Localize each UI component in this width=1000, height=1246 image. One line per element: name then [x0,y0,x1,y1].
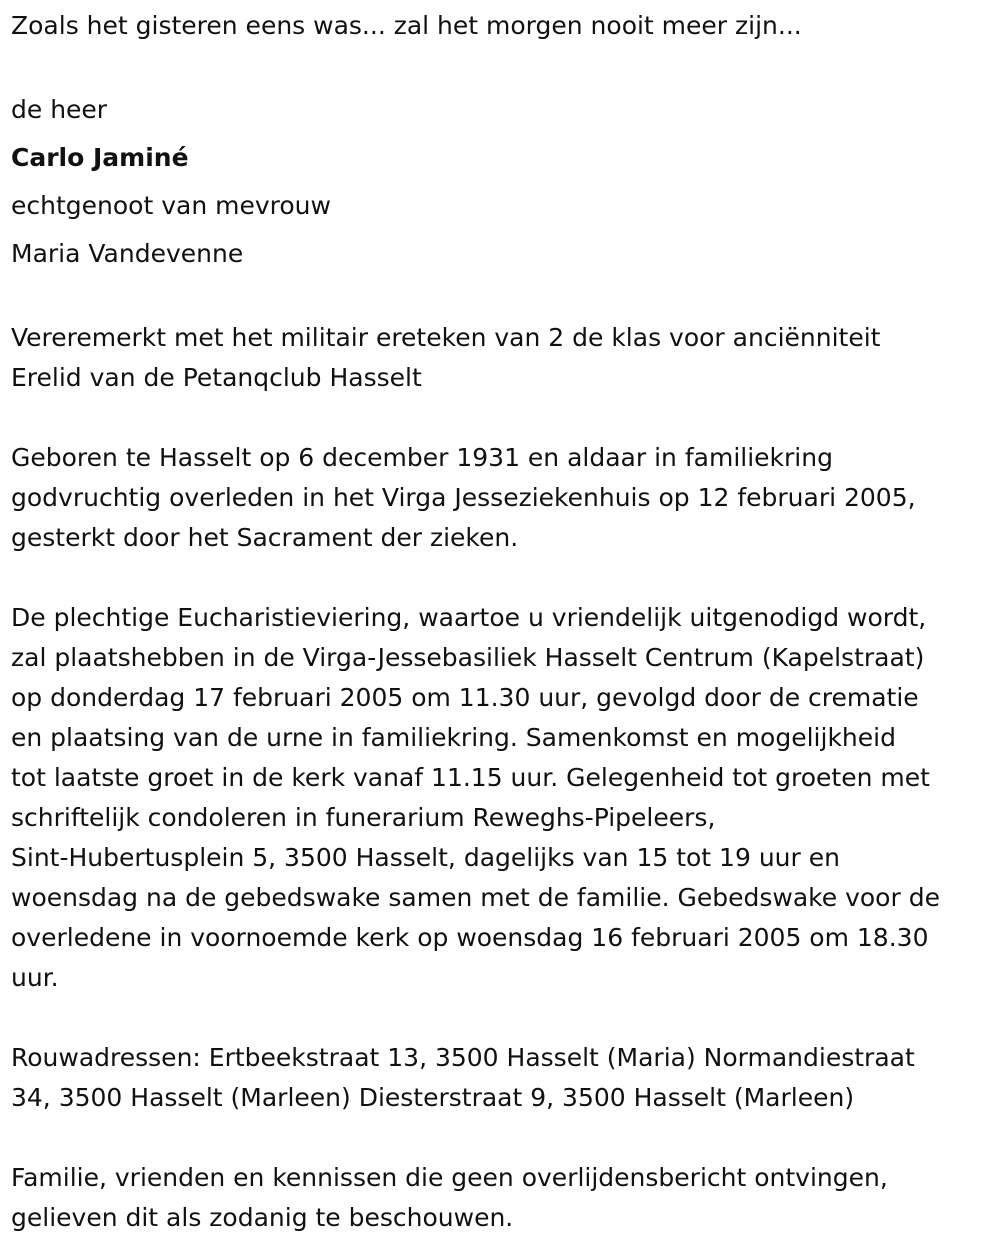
ceremony-line: tot laatste groet in de kerk vanaf 11.15 uur. Gelegenheid tot groeten met [11,763,930,792]
address-line: Rouwadressen: Ertbeekstraat 13, 3500 Hasselt (Maria) Normandiestraat [11,1043,915,1072]
birth-death-line: gesterkt door het Sacrament der zieken. [11,523,519,552]
birth-death-line: Geboren te Hasselt op 6 december 1931 en aldaar in familiekring [11,443,833,472]
ceremony-section [11,598,990,998]
salutation: de heer [11,95,108,124]
closing-line: gelieven dit als zodanig te beschouwen. [11,1203,514,1232]
birth-death-line: godvruchtig overleden in het Virga Jesseziekenhuis op 12 februari 2005, [11,483,916,512]
tagline: Zoals het gisteren eens was... zal het morgen nooit meer zijn... [11,11,802,40]
ceremony-line: Sint-Hubertusplein 5, 3500 Hasselt, dagelijks van 15 tot 19 uur en [11,843,840,872]
closing-line: Familie, vrienden en kennissen die geen overlijdensbericht ontvingen, [11,1163,888,1192]
ceremony-line: en plaatsing van de urne in familiekring. Samenkomst en mogelijkheid [11,723,896,752]
ceremony-line: uur. [11,963,59,992]
ceremony-line: schriftelijk condoleren in funerarium Reweghs-Pipeleers, [11,803,716,832]
ceremony-line: De plechtige Eucharistieviering, waartoe u vriendelijk uitgenodigd wordt, [11,603,927,632]
honor-line: Erelid van de Petanqclub Hasselt [11,363,422,392]
honors-section [11,318,990,398]
ceremony-line: overledene in voornoemde kerk op woensdag 16 februari 2005 om 18.30 [11,923,929,952]
ceremony-line: woensdag na de gebedswake samen met de familie. Gebedswake voor de [11,883,940,912]
ceremony-line: zal plaatshebben in de Virga-Jessebasiliek Hasselt Centrum (Kapelstraat) [11,643,925,672]
addresses-section [11,1038,990,1118]
honor-line: Vereremerkt met het militair ereteken van 2 de klas voor anciënniteit [11,323,881,352]
spouse-name: Maria Vandevenne [11,239,244,268]
address-line: 34, 3500 Hasselt (Marleen) Diesterstraat 9, 3500 Hasselt (Marleen) [11,1083,855,1112]
birth-death-section [11,438,990,558]
deceased-name: Carlo Jaminé [11,143,189,172]
spouse-intro: echtgenoot van mevrouw [11,191,331,220]
closing-section [11,1158,990,1238]
ceremony-line: op donderdag 17 februari 2005 om 11.30 uur, gevolgd door de crematie [11,683,919,712]
